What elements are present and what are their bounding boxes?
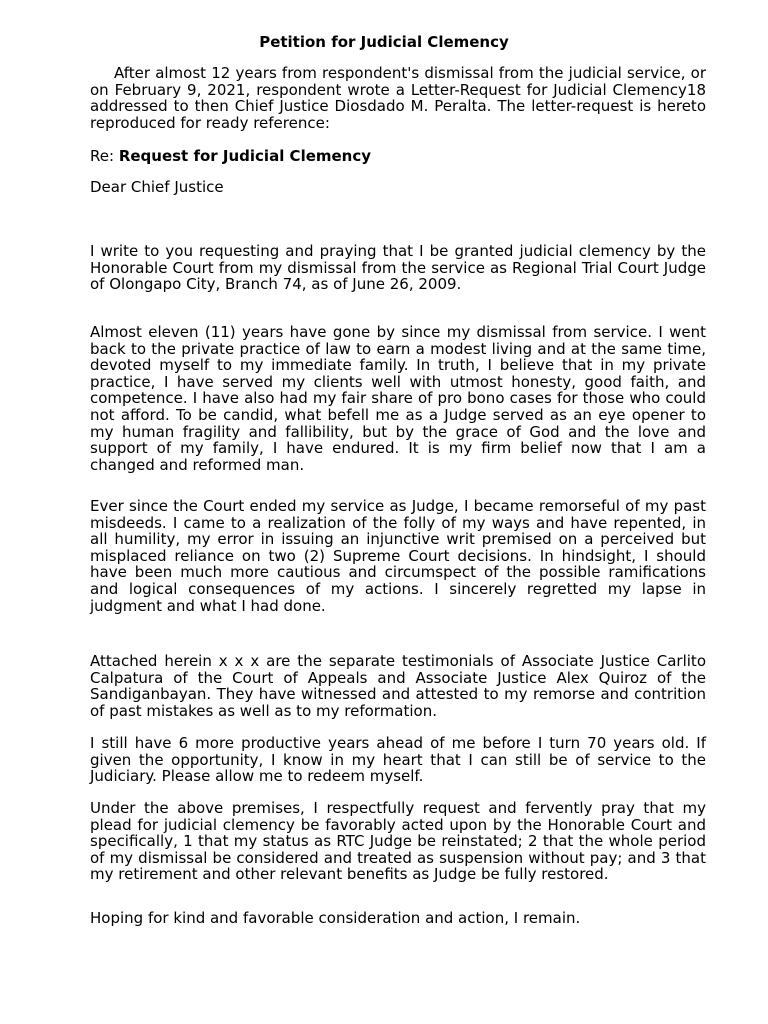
letter-paragraph: Hoping for kind and favorable consideration and action, I remain. (90, 909, 581, 927)
re-label: Re: (90, 147, 115, 165)
letter-paragraph: Attached herein x x x are the separate testimonials of Associate Justice Carlito Calpatura of the Court of Appeals and Associate Justice Alex Quiroz of the Sandiganbayan. They have witnessed and attested to my remorse and contrition of past mistakes as well as to my reformation. (90, 652, 706, 720)
letter-paragraph: I write to you requesting and praying that I be granted judicial clemency by the Honorable Court from my dismissal from the service as Regional Trial Court Judge of Olongapo City, Branch 74, as of June 26, 2009. (90, 242, 706, 294)
letter-paragraph: Under the above premises, I respectfully request and fervently pray that my plead for judicial clemency be favorably acted upon by the Honorable Court and specifically, 1 that my status as RTC Judge be reinstated; 2 that the whole period of my dismissal be considered and treated as suspension without pay; and 3 that my retirement and other relevant benefits as Judge be fully restored. (90, 799, 706, 884)
letter-paragraph: Ever since the Court ended my service as Judge, I became remorseful of my past misdeeds. I came to a realization of the folly of my ways and have repented, in all humility, my error in issuing an injunctive writ premised on a perceived but misplaced reliance on two (2) Supreme Court decisions. In hindsight, I should have been much more cautious and circumspect of the possible ramifications and logical consequences of my actions. I sincerely regretted my lapse in judgment and what I had done. (90, 497, 706, 615)
document-title: Petition for Judicial Clemency (259, 33, 509, 51)
re-subject: Request for Judicial Clemency (118, 147, 372, 165)
letter-paragraph: Almost eleven (11) years have gone by since my dismissal from service. I went back to the private practice of law to earn a modest living and at the same time, devoted myself to my immediate family. In truth, I believe that in my private practice, I have served my clients well with utmost honesty, good faith, and competence. I have also had my fair share of pro bono cases for those who could not afford. To be candid, what befell me as a Judge served as an eye opener to my human fragility and fallibility, but by the grace of God and the love and support of my family, I have endured. It is my firm belief now that I am a changed and reformed man. (90, 323, 706, 474)
intro-paragraph: After almost 12 years from respondent's dismissal from the judicial service, or on February 9, 2021, respondent wrote a Letter-Request for Judicial Clemency18 addressed to then Chief Justice Diosdado M. Peralta. The letter-request is hereto reproduced for ready reference: (90, 64, 706, 132)
letter-paragraph: I still have 6 more productive years ahead of me before I turn 70 years old. If given the opportunity, I know in my heart that I can still be of service to the Judiciary. Please allow me to redeem myself. (90, 734, 706, 786)
re-line (90, 148, 706, 165)
salutation: Dear Chief Justice (90, 178, 224, 196)
